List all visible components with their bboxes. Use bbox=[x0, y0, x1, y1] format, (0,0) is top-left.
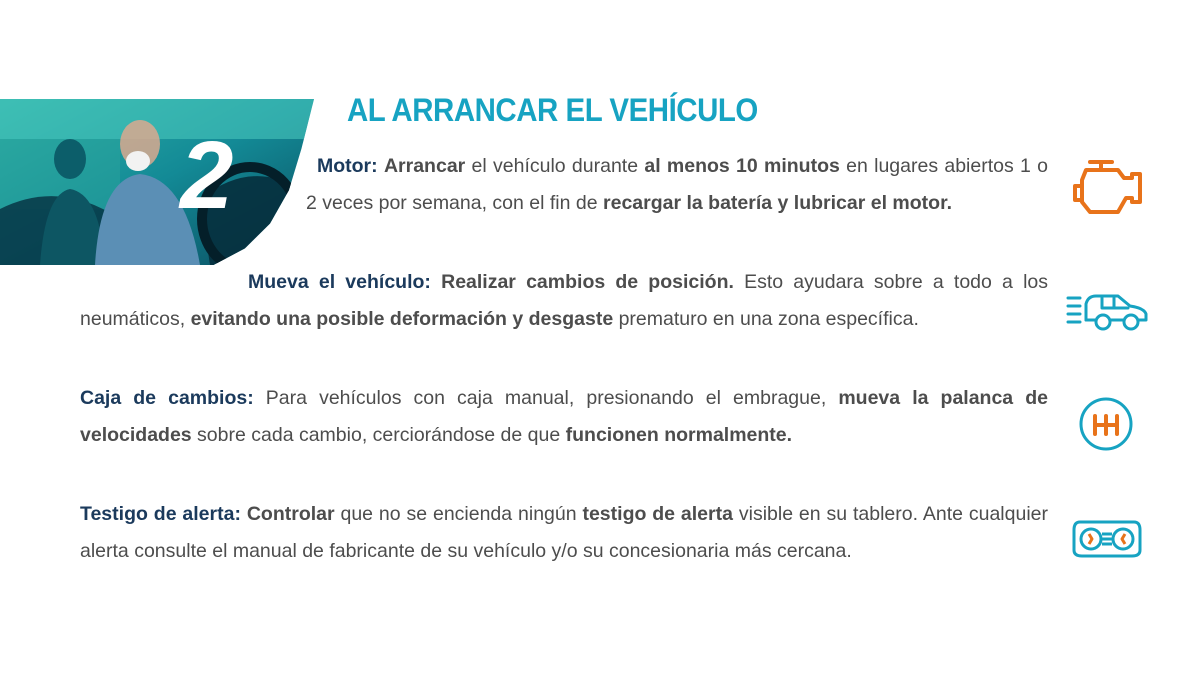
page-title: AL ARRANCAR EL VEHÍCULO bbox=[347, 92, 758, 128]
paragraph-move-vehicle: Mueva el vehículo: Realizar cambios de posición. Esto ayudara sobre a todo a los neumáticos, evitando una posible deformación y desgaste prematuro en una zona específica. bbox=[80, 271, 1049, 330]
item-label: Mueva el vehículo: bbox=[248, 271, 431, 293]
item-label: Testigo de alerta: bbox=[80, 503, 241, 525]
dashboard-icon bbox=[1072, 520, 1142, 563]
paragraph-warning-light: Testigo de alerta: Controlar que no se encienda ningún testigo de alerta visible en su tablero. Ante cualquier alerta consulte el manual de fabricante de su vehículo y/o su concesionaria más cercana. bbox=[80, 503, 1048, 562]
item-label: Motor: bbox=[317, 155, 378, 177]
car-icon bbox=[1066, 290, 1150, 339]
paragraph-motor: Motor: Arrancar el vehículo durante al menos 10 minutos en lugares abiertos 1 o 2 veces por semana, con el fin de recargar la batería y lubricar el motor. bbox=[306, 155, 1048, 214]
paragraph-gearbox: Caja de cambios: Para vehículos con caja manual, presionando el embrague, mueva la palanca de velocidades sobre cada cambio, cerciorándose de que funcionen normalmente. bbox=[80, 387, 1048, 446]
engine-icon bbox=[1072, 158, 1144, 223]
item-label: Caja de cambios: bbox=[80, 387, 254, 409]
driver-photo bbox=[0, 99, 314, 265]
gearshift-icon bbox=[1078, 396, 1134, 457]
step-number: 2 bbox=[180, 122, 232, 229]
